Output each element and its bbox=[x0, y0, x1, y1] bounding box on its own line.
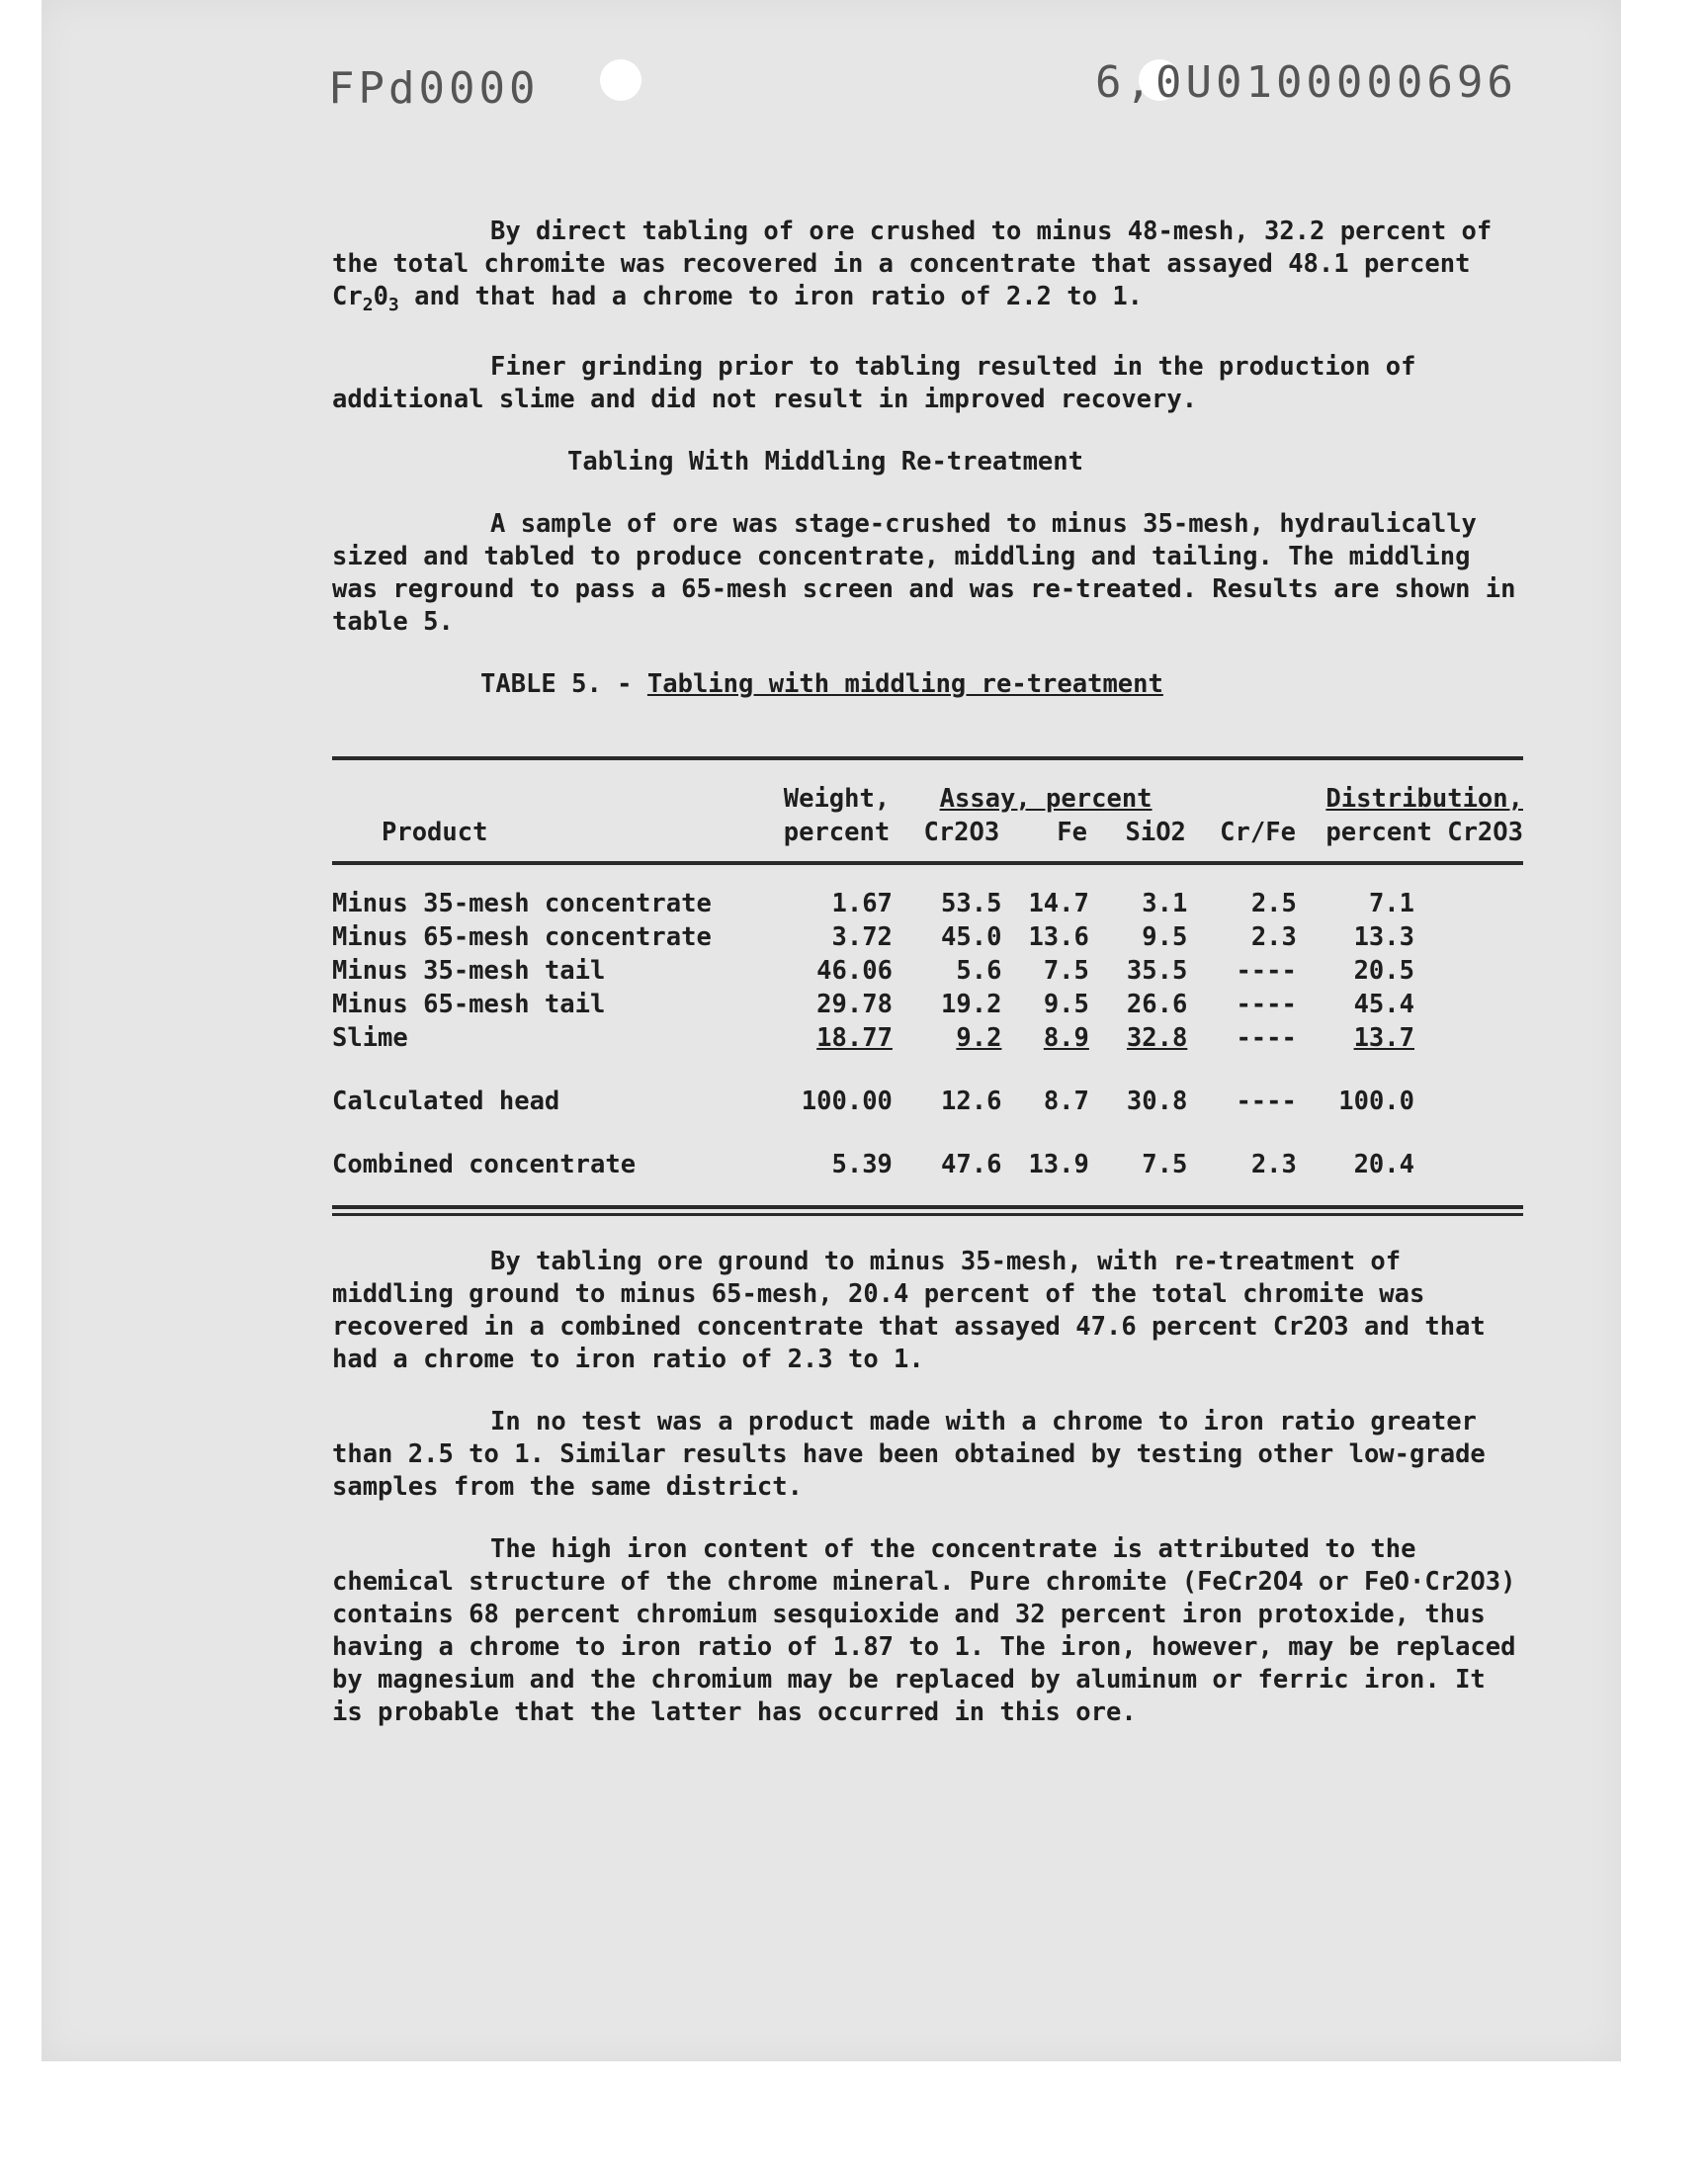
cell-cr2o3: 45.0 bbox=[941, 922, 1002, 953]
cell-cr2o3: 19.2 bbox=[941, 990, 1002, 1020]
body-text bbox=[332, 216, 1523, 1759]
header-row-2 bbox=[332, 816, 1523, 849]
stamp-right: 6,0U0100000696 bbox=[1095, 57, 1517, 108]
cell-product: Minus 35-mesh tail bbox=[332, 956, 606, 987]
header-sio2: SiO2 bbox=[1125, 818, 1186, 848]
cell-crfe: 2.3 bbox=[1250, 922, 1297, 953]
table-title bbox=[332, 668, 1518, 701]
punch-hole-left bbox=[600, 59, 641, 101]
cell-weight: 18.77 bbox=[816, 1023, 893, 1054]
table-top-rule bbox=[332, 756, 1523, 760]
cell-distribution: 13.3 bbox=[1353, 922, 1414, 953]
table-grid bbox=[332, 782, 1523, 849]
cell-weight: 1.67 bbox=[831, 889, 893, 919]
data-table bbox=[332, 756, 1523, 1216]
cell-sio2: 7.5 bbox=[1142, 1150, 1188, 1180]
table-row bbox=[332, 954, 1523, 988]
cell-distribution: 45.4 bbox=[1353, 990, 1414, 1020]
cell-distribution: 20.5 bbox=[1353, 956, 1414, 987]
cell-product: Minus 35-mesh concentrate bbox=[332, 889, 712, 919]
cell-product: Slime bbox=[332, 1023, 408, 1054]
cell-cr2o3: 9.2 bbox=[956, 1023, 1002, 1054]
paragraph-6: The high iron content of the concentrate is attributed to the chemical structure of the chrome mineral. Pure chromite (FeCr2O4 or FeO·Cr2O3) contains 68 percent chromium sesquioxide and 32 percent iron protoxide, thus having a chrome to iron ratio of 1.87 to 1. The iron, however, may be replaced by magnesium and the chromium may be replaced by aluminum or ferric iron. It is probable that the latter has occurred in this ore. bbox=[332, 1534, 1516, 1728]
header-cr2o3: Cr2O3 bbox=[923, 818, 1000, 848]
header-assay-group: Assay, percent bbox=[939, 784, 1153, 815]
header-fe: Fe bbox=[1057, 818, 1088, 848]
cell-sio2: 35.5 bbox=[1126, 956, 1188, 987]
cell-product: Combined concentrate bbox=[332, 1150, 637, 1180]
table-row bbox=[332, 887, 1523, 920]
header-weight-bottom: percent bbox=[783, 818, 891, 848]
paragraph-2: Finer grinding prior to tabling resulted in the production of additional slime and did not result in improved recovery. bbox=[332, 352, 1416, 415]
cell-crfe: 2.5 bbox=[1250, 889, 1297, 919]
cell-weight: 5.39 bbox=[831, 1150, 893, 1180]
cell-sio2: 32.8 bbox=[1126, 1023, 1188, 1054]
cell-product: Minus 65-mesh concentrate bbox=[332, 922, 712, 953]
cell-distribution: 20.4 bbox=[1353, 1150, 1414, 1180]
cell-weight: 100.00 bbox=[801, 1087, 893, 1117]
header-weight-top: Weight, bbox=[783, 784, 891, 815]
table-row bbox=[332, 1021, 1523, 1055]
cell-weight: 46.06 bbox=[816, 956, 893, 987]
table-row-calculated-head bbox=[332, 1085, 1523, 1118]
cell-crfe: 2.3 bbox=[1250, 1150, 1297, 1180]
cell-crfe: ---- bbox=[1236, 1087, 1297, 1117]
paragraph-4: By tabling ore ground to minus 35-mesh, with re-treatment of middling ground to minus 65-mesh, 20.4 percent of the total chromite was recovered in a combined concentrate that assayed 47.6 percent Cr2O3 and that had a chrome to iron ratio of 2.3 to 1. bbox=[332, 1247, 1486, 1375]
header-distribution-top: Distribution, bbox=[1325, 784, 1523, 815]
cell-fe: 13.9 bbox=[1028, 1150, 1089, 1180]
table-title-prefix: TABLE 5. - bbox=[480, 669, 647, 700]
table-header-rule bbox=[332, 861, 1523, 865]
cell-sio2: 30.8 bbox=[1126, 1087, 1188, 1117]
cell-distribution: 7.1 bbox=[1368, 889, 1414, 919]
paragraph-3: A sample of ore was stage-crushed to minus 35-mesh, hydraulically sized and tabled to produce concentrate, middling and tailing. The middling was reground to pass a 65-mesh screen and was re-treated. Results are shown in table 5. bbox=[332, 509, 1516, 638]
header-row-1 bbox=[332, 782, 1523, 816]
cell-product: Calculated head bbox=[332, 1087, 560, 1117]
cell-cr2o3: 5.6 bbox=[956, 956, 1002, 987]
cell-fe: 8.7 bbox=[1043, 1087, 1089, 1117]
paragraph-1: By direct tabling of ore crushed to minus 48-mesh, 32.2 percent of the total chromite was recovered in a concentrate that assayed 48.1 percent $Cr_20_3$ and that had a chrome to iron ratio of 2.2 to 1. bbox=[332, 217, 1493, 316]
stamp-left: FPd0000 bbox=[328, 63, 540, 114]
cell-cr2o3: 53.5 bbox=[941, 889, 1002, 919]
cell-fe: 14.7 bbox=[1028, 889, 1089, 919]
cell-crfe: ---- bbox=[1236, 990, 1297, 1020]
paragraph-5: In no test was a product made with a chrome to iron ratio greater than 2.5 to 1. Similar results have been obtained by testing other low-grade samples from the same district. bbox=[332, 1407, 1486, 1503]
table-bottom-rule bbox=[332, 1205, 1523, 1209]
table-title-text: Tabling with middling re-treatment bbox=[646, 669, 1163, 700]
cell-distribution: 100.0 bbox=[1338, 1087, 1414, 1117]
header-distribution-bottom: percent Cr2O3 bbox=[1325, 818, 1523, 848]
table-row bbox=[332, 920, 1523, 954]
cell-weight: 29.78 bbox=[816, 990, 893, 1020]
header-product: Product bbox=[382, 818, 488, 848]
cell-fe: 7.5 bbox=[1043, 956, 1089, 987]
cell-fe: 13.6 bbox=[1028, 922, 1089, 953]
cell-crfe: ---- bbox=[1236, 1023, 1297, 1054]
header-crfe: Cr/Fe bbox=[1220, 818, 1296, 848]
cell-sio2: 3.1 bbox=[1142, 889, 1188, 919]
section-heading: Tabling With Middling Re-treatment bbox=[567, 447, 1083, 478]
table-row-combined-concentrate bbox=[332, 1148, 1523, 1181]
cell-cr2o3: 47.6 bbox=[941, 1150, 1002, 1180]
cell-cr2o3: 12.6 bbox=[941, 1087, 1002, 1117]
cell-distribution: 13.7 bbox=[1353, 1023, 1414, 1054]
cell-crfe: ---- bbox=[1236, 956, 1297, 987]
table-row bbox=[332, 988, 1523, 1021]
cell-sio2: 26.6 bbox=[1126, 990, 1188, 1020]
cell-weight: 3.72 bbox=[831, 922, 893, 953]
cell-sio2: 9.5 bbox=[1142, 922, 1188, 953]
cell-fe: 8.9 bbox=[1043, 1023, 1089, 1054]
cell-product: Minus 65-mesh tail bbox=[332, 990, 606, 1020]
cell-fe: 9.5 bbox=[1043, 990, 1089, 1020]
table-body bbox=[332, 887, 1523, 1181]
